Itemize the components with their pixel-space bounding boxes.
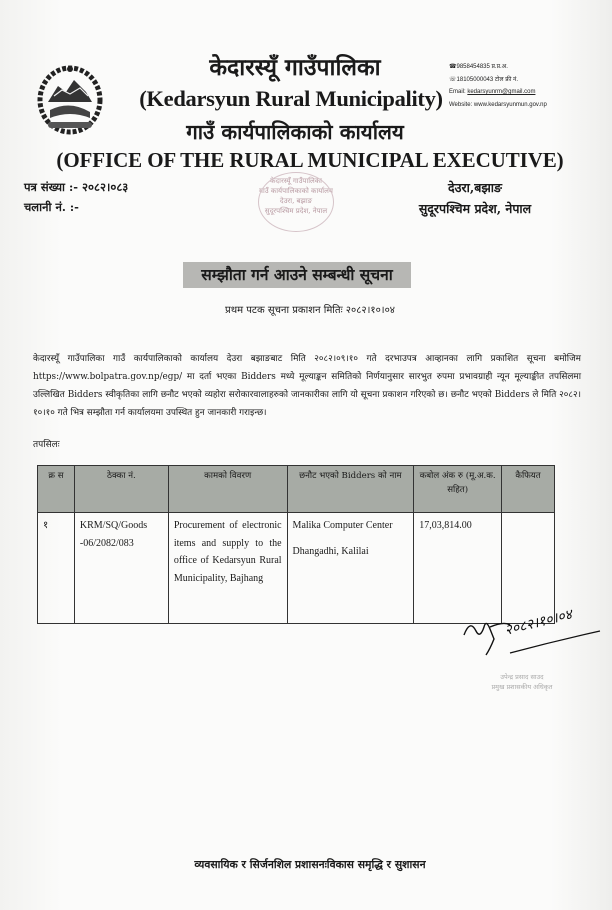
officer-name: उपेन्द्र प्रसाद साउद [500,673,544,681]
seal-line-2: गाउँ कार्यपालिकाको कार्यालय [259,187,333,195]
cell-sn: १ [38,513,75,624]
header-contract-no: ठेक्का नं. [74,466,168,513]
tollfree-line [449,74,609,87]
selected-bidders-table [37,465,555,624]
notice-body: केदारस्यूँ गाउँपालिका गाउँ कार्यपालिकाको कार्यालय देउरा बझाङबाट मिति २०८२।०९।१० गते दरभाउपत्र आव्हानका लागि प्रकाशित सूचना बमोजिम https://www.bolpatra.gov.np/egp/ मा दर्ता भएका Bidders मध्ये मूल्याङ्कन समितिको निर्णयानुसार सारभुत रुपमा प्रभावग्राही न्यून मूल्याङ्कीत तपसिलमा उल्लिखित Bidders स्वीकृतिका लागि छनौट भएको व्यहोरा सरोकारवालाहरुको जानकारीका लागि यो सूचना प्रकाशन गरिएको छ। छनौट भएको Bidders ले मिति २०८२।१०।१० गते भित्र सम्झौता गर्न कार्यालयमा उपस्थित हुन जानकारी गराइन्छ। [33,354,581,418]
header-sn: क्र स [38,466,75,513]
details-label: तपसिलः [33,440,60,450]
officer-stamp [462,672,582,692]
address-line-1: देउरा,बझाङ [448,180,502,195]
cell-description: Procurement of electronic items and supply to the office of Kedarsyun Rural Municipality, Bajhang [168,513,287,624]
footer-motto: व्यवसायिक र सिर्जनशिल प्रशासनःविकास समृद्धि र सुशासन [194,858,426,871]
seal-line-3: देउरा, बझाङ [279,197,313,205]
cell-bidder [287,513,414,624]
tollfree-icon: ☏ [449,76,457,83]
signature-date: २०८२।१०।०४ [503,606,574,639]
website-label: Website: [449,101,473,108]
phone-icon: ☎ [449,64,457,70]
header-remarks: कैफियत [502,466,555,513]
office-name-en: (OFFICE OF THE RURAL MUNICIPAL EXECUTIVE) [56,148,564,172]
address-line-2: सुदूरपश्चिम प्रदेश, नेपाल [418,201,532,216]
header-description: कामको विवरण [168,466,287,513]
notice-subject: सम्झौता गर्न आउने सम्बन्धी सूचना [183,262,411,288]
email-link[interactable]: kedarsyunrm@gmail.com [467,89,536,95]
cell-contract-no: KRM/SQ/Goods -06/2082/083 [74,513,168,624]
header-amount: कबोल अंक रु (मू.अ.क. सहित) [414,466,502,513]
seal-line-4: सुदूरपश्चिम प्रदेश, नेपाल [264,207,328,215]
municipality-name-en: (Kedarsyun Rural Municipality) [139,86,443,111]
officer-title: प्रमुख प्रशासकीय अधिकृत [491,683,553,691]
office-name-np: गाउँ कार्यपालिकाको कार्यालय [186,120,404,144]
email-label: Email: [449,89,466,95]
email-line [449,86,609,99]
bidder-address: Dhangadhi, Kalilai [292,545,369,557]
office-seal-stamp [232,176,360,236]
tollfree-number: 18105000043 टोल फ्री नं. [456,76,519,83]
table-header-row [38,466,555,513]
cell-amount: 17,03,814.00 [414,513,502,624]
header-bidder-name: छनौट भएको Bidders को नाम [287,466,414,513]
phone-line [449,61,609,74]
seal-circle [258,172,334,232]
publication-date: प्रथम पटक सूचना प्रकाशन मितिः २०८२।१०।०४ [225,305,395,316]
phone-number: 9858454835 प्र.प्र.अ. [456,64,508,70]
dispatch-number: चलानी नं. :- [24,200,79,214]
website-line [449,99,609,112]
handwritten-signature [460,605,610,660]
nepal-emblem-icon [36,60,104,136]
bidder-name: Malika Computer Center [292,520,393,531]
contact-block [449,61,609,111]
seal-line-1: केदारस्यूँ गाउँपालिका [270,177,322,185]
website-link[interactable]: www.kedarsyunmun.gov.np [473,101,547,108]
municipality-name-np: केदारस्यूँ गाउँपालिका [209,54,381,81]
letter-number: पत्र संख्या :- २०८२।०८३ [24,180,129,194]
